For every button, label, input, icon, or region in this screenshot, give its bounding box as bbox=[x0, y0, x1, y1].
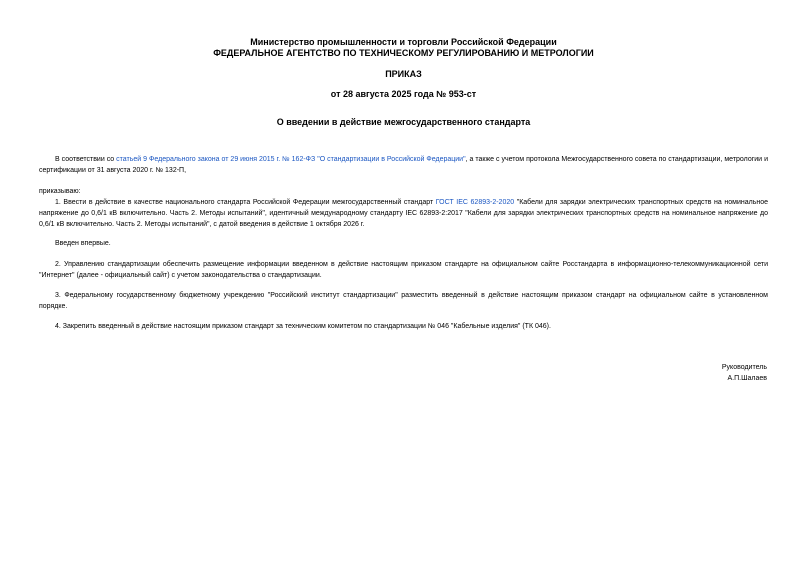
item-2-paragraph: 2. Управлению стандартизации обеспечить размещение информации введенном в действие настоящим приказом стандарте на официальном сайте Росстандарта в информационно-телекоммуникационной сети "Интернет" (далее - официальный сайт) с учетом законодательства о стандартизации. bbox=[39, 261, 768, 279]
item-4-paragraph: 4. Закрепить введенный в действие настоящим приказом стандарт за техническим комитетом по стандартизации № 046 "Кабельные изделия" (ТК 046). bbox=[55, 323, 551, 330]
document-subject: О введении в действие межгосударственного стандарта bbox=[276, 117, 531, 127]
agency-name: ФЕДЕРАЛЬНОЕ АГЕНТСТВО ПО ТЕХНИЧЕСКОМУ РЕГУЛИРОВАНИЮ И МЕТРОЛОГИИ bbox=[213, 48, 594, 58]
document-date-number: от 28 августа 2025 года № 953-ст bbox=[330, 89, 477, 99]
basis-paragraph bbox=[39, 154, 768, 176]
basis-prefix: В соответствии со bbox=[55, 156, 117, 163]
signatory-name: А.П.Шалаев bbox=[727, 375, 767, 382]
document-type: ПРИКАЗ bbox=[385, 69, 422, 79]
standard-link[interactable]: ГОСТ IEC 62893-2-2020 bbox=[435, 199, 515, 206]
introduced-first-note: Введен впервые. bbox=[55, 240, 111, 247]
signatory-role: Руководитель bbox=[721, 364, 767, 371]
item-1-paragraph bbox=[39, 197, 768, 230]
item-3-paragraph: 3. Федеральному государственному бюджетному учреждению "Российский институт стандартизации" разместить введенный в действие настоящим приказом стандарт на официальном сайте в установленном порядке. bbox=[39, 292, 768, 310]
item-1-prefix: 1. Ввести в действие в качестве национального стандарта Российской Федерации межгосударственный стандарт bbox=[55, 199, 436, 206]
order-word: приказываю: bbox=[39, 188, 81, 195]
basis-suffix: , а также с учетом протокола Межгосударственного совета по стандартизации, метрологии и сертификации от 31 августа 2020 г. № 132-П, bbox=[39, 156, 768, 174]
ministry-name: Министерство промышленности и торговли Российской Федерации bbox=[250, 37, 557, 47]
federal-law-link[interactable]: статьей 9 Федерального закона от 29 июня 2015 г. № 162-ФЗ "О стандартизации в Российской Федерации" bbox=[116, 156, 466, 163]
item-1-suffix: "Кабели для зарядки электрических транспортных средств на номинальное напряжение до 0,6/1 кВ включительно. Часть 2. Методы испытаний", идентичный международному стандарту IEC 62893-2:2017 "Кабели для зарядки электрических транспортных средств на номинальное напряжение до 0,6/1 кВ включительно. Часть 2. Методы испытаний", с датой введения в действие 1 октября 2026 г. bbox=[39, 199, 769, 228]
